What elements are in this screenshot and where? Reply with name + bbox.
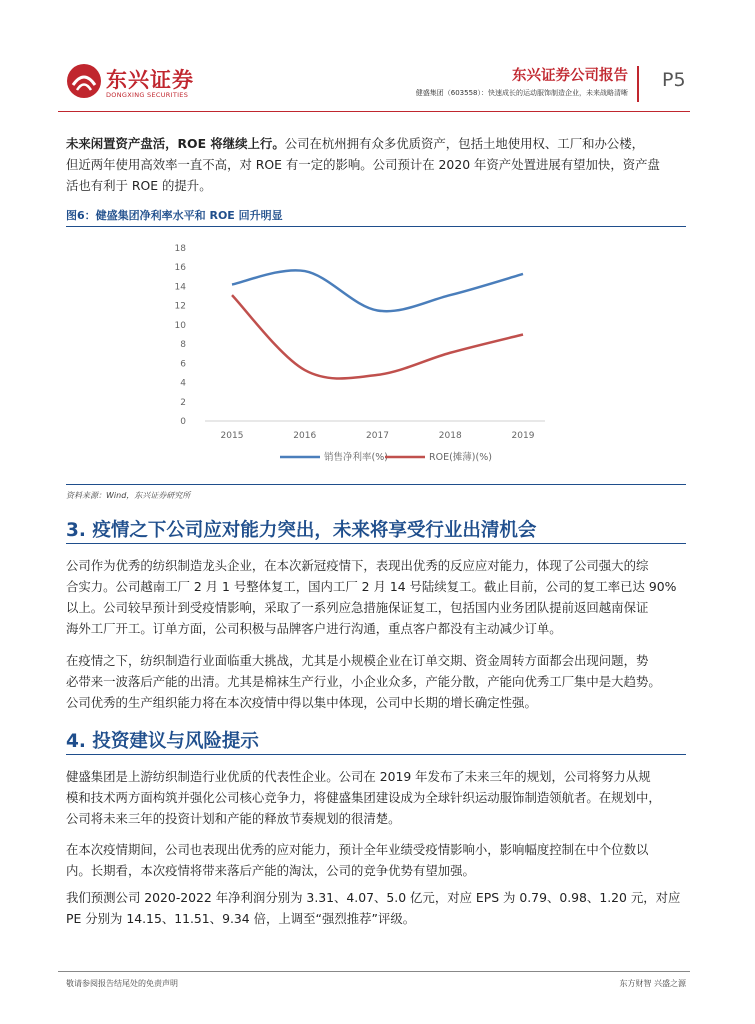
header-divider <box>637 66 639 102</box>
section-4-paragraph-3 <box>66 887 686 929</box>
x-tick-label: 2018 <box>438 431 462 441</box>
x-tick-label: 2015 <box>220 431 244 441</box>
series-line-1 <box>232 270 523 311</box>
brand-logo-icon <box>66 63 102 99</box>
s4-p1-line-2: 模和技术两方面构筑并强化公司核心竞争力，将健盛集团建设成为全球针织运动服饰制造领航者。在规划中， <box>66 790 661 805</box>
s3-p2-line-3: 公司优秀的生产组织能力将在本次疫情中得以集中体现，公司中长期的增长确定性强。 <box>66 695 537 710</box>
section-4-title: 4. 投资建议与风险提示 <box>66 731 259 752</box>
brand-name: 东兴证券 <box>106 68 194 92</box>
figure-caption: 图6：健盛集团净利率水平和 ROE 回升明显 <box>66 209 283 222</box>
footer-slogan: 东方财智 兴盛之源 <box>619 979 686 988</box>
section-4-underline <box>66 754 686 755</box>
figure-source: 资料来源：Wind，东兴证券研究所 <box>66 491 191 500</box>
section-4-paragraph-2 <box>66 839 686 881</box>
header-rule <box>58 111 690 112</box>
s3-p1-line-2: 合实力。公司越南工厂 2 月 1 号整体复工，国内工厂 2 月 14 号陆续复工。截止目前，公司的复工率已达 90% <box>66 579 677 594</box>
y-tick-label: 12 <box>174 301 186 312</box>
legend-label-1: 销售净利率(%) <box>324 452 388 463</box>
s4-p1-line-3: 公司将未来三年的投资计划和产能的释放节奏规划的很清楚。 <box>66 811 401 826</box>
x-tick-label: 2017 <box>366 431 389 441</box>
y-tick-label: 10 <box>174 320 186 331</box>
section-3-title: 3. 疫情之下公司应对能力突出，未来将享受行业出清机会 <box>66 520 537 541</box>
s4-p2-line-1: 在本次疫情期间，公司也表现出优秀的应对能力，预计全年业绩受疫情影响小，影响幅度控制在中个位数以 <box>66 842 649 857</box>
report-subtitle: 健盛集团（603558）：快速成长的运动服饰制造企业，未来战略清晰 <box>415 89 628 97</box>
figure-top-rule <box>66 226 686 227</box>
line-chart <box>170 236 560 472</box>
x-axis-ticks <box>221 431 535 441</box>
s4-p3-line-2: PE 分别为 14.15、11.51、9.34 倍，上调至“强烈推荐”评级。 <box>66 911 416 926</box>
y-tick-label: 4 <box>180 378 186 389</box>
footer-disclaimer: 敬请参阅报告结尾处的免责声明 <box>66 979 178 988</box>
intro-bold-lead: 未来闲置资产盘活，ROE 将继续上行。 <box>66 136 285 151</box>
y-tick-label: 6 <box>180 359 186 370</box>
s3-p1-line-4: 海外工厂开工。订单方面，公司积极与品牌客户进行沟通，重点客户都没有主动减少订单。 <box>66 621 562 636</box>
y-tick-label: 8 <box>180 340 186 351</box>
series-line-2 <box>232 295 523 378</box>
series-lines <box>232 270 523 378</box>
s4-p2-line-2: 内。长期看，本次疫情将带来落后产能的淘汰，公司的竞争优势有望加强。 <box>66 863 475 878</box>
y-tick-label: 18 <box>174 244 186 254</box>
s3-p1-line-3: 以上。公司较早预计到受疫情影响，采取了一系列应急措施保证复工，包括国内业务团队提前返回越南保证 <box>66 600 649 615</box>
footer-rule <box>58 971 690 972</box>
section-3-paragraph-2 <box>66 650 686 713</box>
page-number: P5 <box>662 69 686 91</box>
section-4-heading <box>66 727 259 753</box>
report-title: 东兴证券公司报告 <box>512 68 628 84</box>
legend-label-2: ROE(摊薄)(%) <box>429 452 492 463</box>
section-3-underline <box>66 543 686 544</box>
s4-p3-line-1: 我们预测公司 2020-2022 年净利润分别为 3.31、4.07、5.0 亿元，对应 EPS 为 0.79、0.98、1.20 元，对应 <box>66 890 681 905</box>
intro-line-1: 公司在杭州拥有众多优质资产，包括土地使用权、工厂和办公楼， <box>284 136 645 151</box>
s3-p1-line-1: 公司作为优秀的纺织制造龙头企业，在本次新冠疫情下，表现出优秀的反应应对能力，体现了公司强大的综 <box>66 558 649 573</box>
y-tick-label: 16 <box>174 263 186 274</box>
intro-line-2: 但近两年使用高效率一直不高，对 ROE 有一定的影响。公司预计在 2020 年资产处置进展有望加快，资产盘 <box>66 157 660 172</box>
x-tick-label: 2019 <box>511 431 535 441</box>
brand-name-english: DONGXING SECURITIES <box>106 91 189 99</box>
chart-legend <box>280 451 492 463</box>
section-4-paragraph-1 <box>66 766 686 829</box>
y-tick-label: 2 <box>180 397 186 408</box>
intro-line-3: 活也有利于 ROE 的提升。 <box>66 178 212 193</box>
s3-p2-line-2: 必带来一波落后产能的出清。尤其是棉袜生产行业，小企业众多，产能分散，产能向优秀工厂集中是大趋势。 <box>66 674 661 689</box>
s3-p2-line-1: 在疫情之下，纺织制造行业面临重大挑战，尤其是小规模企业在订单交期、资金周转方面都会出现问题，势 <box>66 653 649 668</box>
x-tick-label: 2016 <box>293 431 317 441</box>
intro-paragraph <box>66 133 686 196</box>
y-tick-label: 0 <box>180 417 186 427</box>
s4-p1-line-1: 健盛集团是上游纺织制造行业优质的代表性企业。公司在 2019 年发布了未来三年的规划，公司将努力从规 <box>66 769 651 784</box>
y-axis-ticks <box>175 244 187 427</box>
figure-bottom-rule <box>66 484 686 485</box>
y-tick-label: 14 <box>174 282 186 293</box>
section-3-heading <box>66 516 536 542</box>
section-3-paragraph-1 <box>66 555 686 639</box>
